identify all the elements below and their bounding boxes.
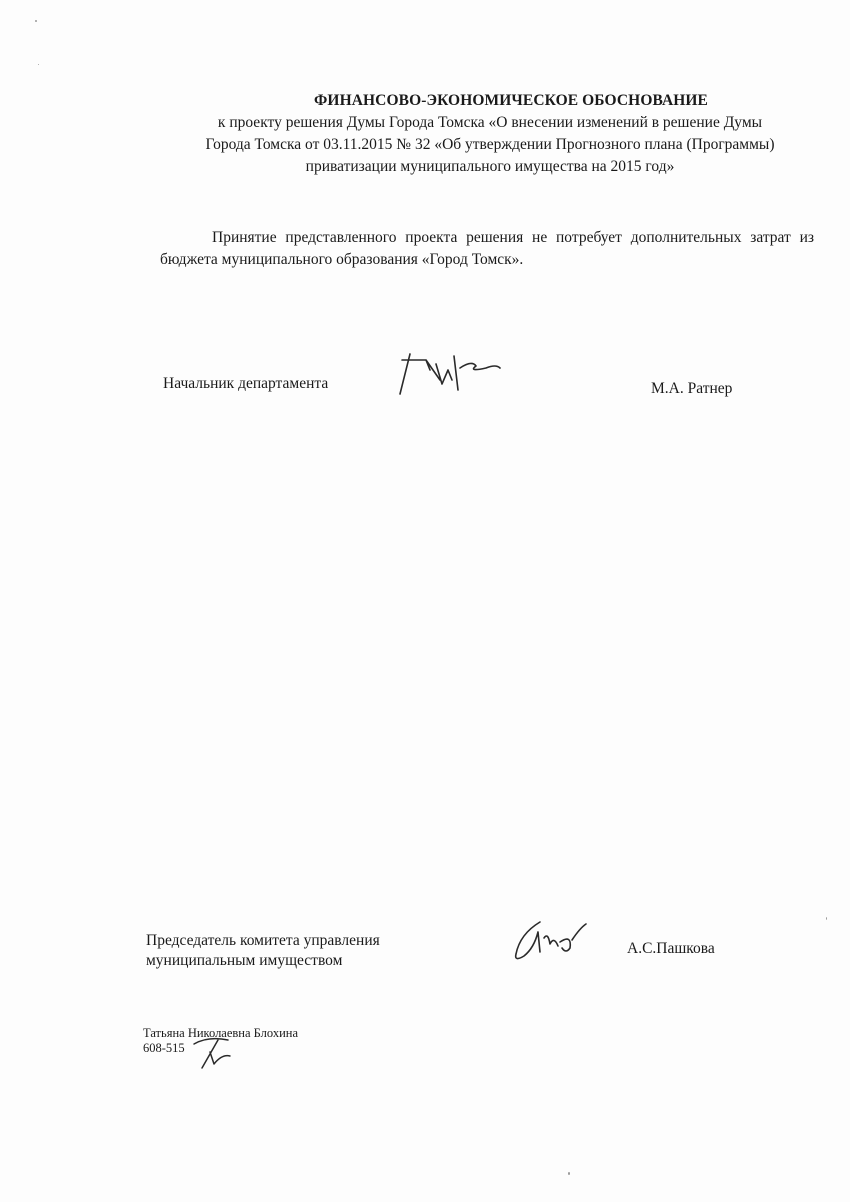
signer-position-line: Председатель комитета управления — [146, 932, 380, 949]
signer-name: М.А. Ратнер — [651, 380, 733, 397]
scan-speck — [826, 917, 827, 920]
signer-position — [146, 931, 426, 971]
body-line: Принятие представленного проекта решения не потребует дополнительных затрат из — [212, 229, 814, 246]
document-title: ФИНАНСОВО-ЭКОНОМИЧЕСКОЕ ОБОСНОВАНИЕ — [314, 92, 708, 109]
handwritten-signature-icon — [396, 350, 506, 398]
scan-speck — [38, 64, 39, 65]
scan-speck — [35, 20, 37, 22]
handwritten-signature-icon — [510, 918, 590, 964]
scan-speck — [568, 1172, 570, 1175]
document-body — [160, 227, 820, 271]
subtitle-line: приватизации муниципального имущества на 2015 год» — [305, 158, 675, 175]
signer-position: Начальник департамента — [163, 375, 329, 392]
subtitle-line: Города Томска от 03.11.2015 № 32 «Об утверждении Прогнозного плана (Программы) — [205, 136, 775, 153]
subtitle-line: к проекту решения Думы Города Томска «О внесении изменений в решение Думы — [217, 114, 763, 131]
signer-name: А.С.Пашкова — [627, 940, 715, 957]
signer-position-line: муниципальным имуществом — [146, 952, 343, 969]
executor-name: Татьяна Николаевна Блохина — [143, 1026, 299, 1040]
executor-phone: 608-515 — [143, 1041, 185, 1055]
handwritten-initials-icon — [188, 1034, 234, 1072]
document-header — [180, 92, 800, 178]
body-line: бюджета муниципального образования «Город Томск». — [160, 251, 524, 268]
document-subtitle — [180, 112, 800, 178]
